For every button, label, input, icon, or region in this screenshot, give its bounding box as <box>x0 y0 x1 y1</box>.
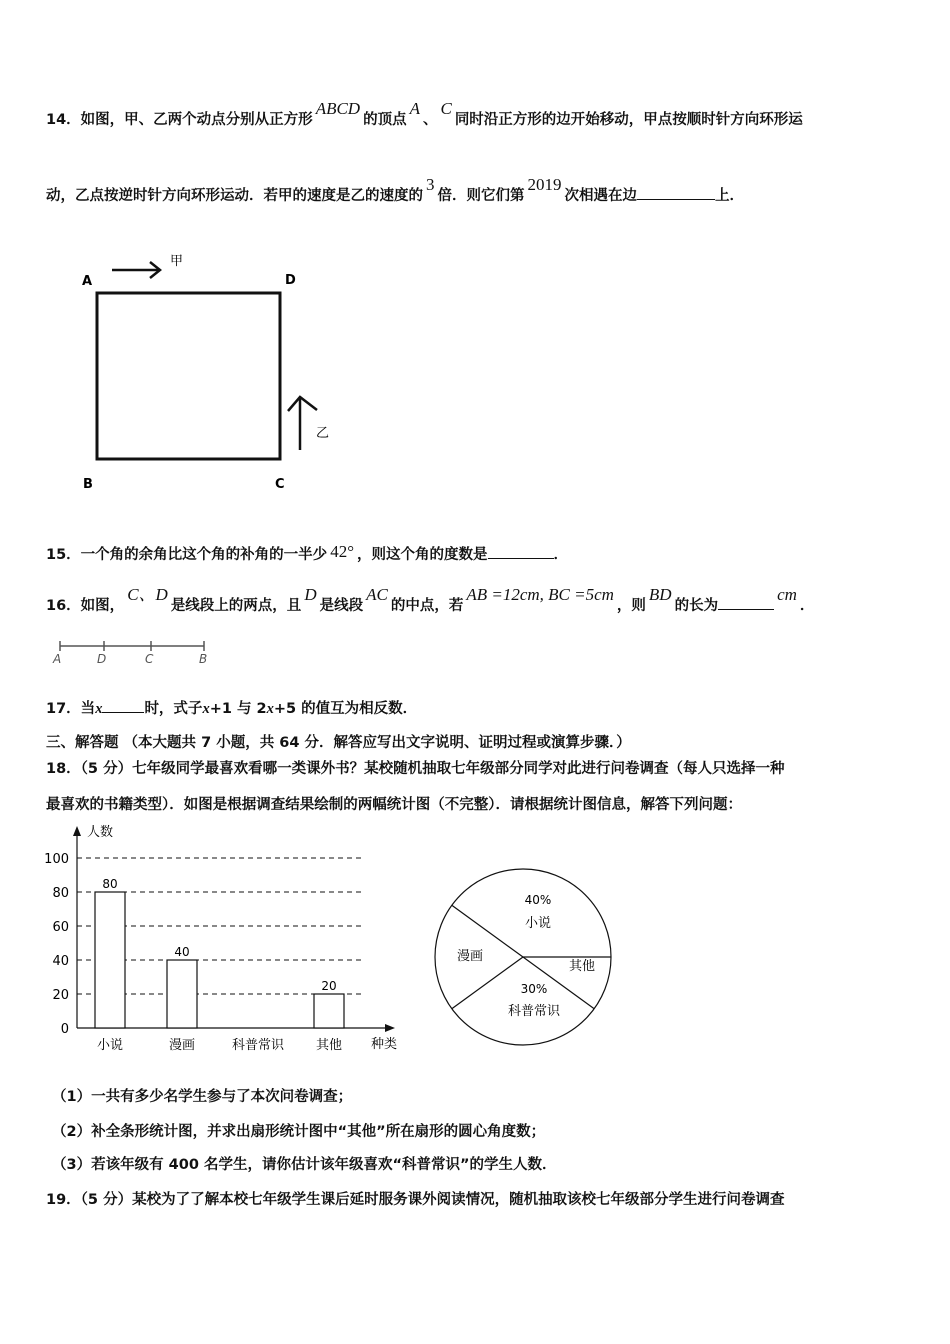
math-abcd: ABCD <box>315 99 361 118</box>
pie-label-0: 小说 <box>524 916 552 931</box>
y-tick-100: 100 <box>44 852 69 867</box>
point-a: A <box>53 652 62 666</box>
vertex-b: B <box>83 477 93 492</box>
y-axis-arrow <box>73 826 81 836</box>
section-3-heading: 三、解答题 （本大题共 7 小题，共 64 分．解答应写出文字说明、证明过程或演算步骤．） <box>46 735 631 751</box>
square-figure <box>70 245 350 495</box>
x-axis-arrow <box>385 1024 395 1032</box>
vertex-a: A <box>82 274 93 289</box>
x-tick-1: 漫画 <box>168 1038 196 1053</box>
y-tick-20: 20 <box>52 988 69 1003</box>
bar-label-1: 40 <box>174 945 190 959</box>
x-axis-label: 种类 <box>371 1037 398 1052</box>
pie-label-1: 漫画 <box>456 949 484 964</box>
bar-label-3: 20 <box>321 979 337 993</box>
answer-blank-15[interactable] <box>488 544 554 559</box>
bar-0 <box>95 892 125 1028</box>
pie-percent-3: 30% <box>520 982 548 996</box>
answer-blank-17[interactable] <box>102 698 144 713</box>
label-yi: 乙 <box>316 426 330 441</box>
q16-line: 16．如图，C、D是线段上的两点，且D是线段AC的中点，若AB =12cm, BC =5cm，则BD的长为cm． <box>46 585 815 614</box>
q14-line2: 动，乙点按逆时针方向环形运动．若甲的速度是乙的速度的3倍．则它们第2019次相遇在边 上． <box>46 175 744 204</box>
answer-blank-14[interactable] <box>637 185 715 200</box>
x-tick-0: 小说 <box>96 1038 124 1053</box>
x-tick-3: 其他 <box>315 1038 343 1053</box>
q18-sub3: （3）若该年级有 400 名学生，请你估计该年级喜欢“科普常识”的学生人数． <box>52 1157 557 1173</box>
vertex-d: D <box>285 273 296 288</box>
y-tick-40: 40 <box>52 954 69 969</box>
pie-label-2: 其他 <box>568 959 596 974</box>
answer-blank-16[interactable] <box>718 595 774 610</box>
y-tick-80: 80 <box>52 886 69 901</box>
bar-label-0: 80 <box>102 877 118 891</box>
q15-line: 15．一个角的余角比这个角的补角的一半少 42° ，则这个角的度数是 ． <box>46 542 568 563</box>
bar-chart <box>40 822 410 1062</box>
q19-line1: 19．（5 分）某校为了了解本校七年级学生课后延时服务课外阅读情况，随机抽取该校七年级部分学生进行问卷调查 <box>46 1192 785 1208</box>
vertex-c: C <box>275 477 285 492</box>
point-d: D <box>97 652 107 666</box>
y-tick-60: 60 <box>52 920 69 935</box>
q18-sub2: （2）补全条形统计图，并求出扇形统计图中“其他”所在扇形的圆心角度数； <box>52 1124 546 1140</box>
segment-figure <box>48 638 228 668</box>
y-tick-0: 0 <box>60 1022 69 1037</box>
y-axis-label: 人数 <box>87 825 114 840</box>
x-tick-2: 科普常识 <box>231 1038 285 1053</box>
pie-chart <box>430 862 625 1052</box>
pie-label-3: 科普常识 <box>507 1004 561 1019</box>
pie-percent-0: 40% <box>524 893 552 907</box>
q18-line2: 最喜欢的书籍类型）．如图是根据调查结果绘制的两幅统计图（不完整）．请根据统计图信息，解答下列问题： <box>46 797 742 813</box>
label-jia: 甲 <box>170 254 184 269</box>
bar-1 <box>167 960 197 1028</box>
q18-sub1: （1）一共有多少名学生参与了本次问卷调查； <box>52 1089 353 1105</box>
q14-line1: 14．如图，甲、乙两个动点分别从正方形ABCD的顶点A、C同时沿正方形的边开始移动，甲点按顺时针方向环形运 <box>46 99 803 128</box>
bar-3 <box>314 994 344 1028</box>
q17-line: 17．当x 时，式子x+1 与 2x+5 的值互为相反数． <box>46 697 417 718</box>
point-b: B <box>199 652 208 666</box>
point-c: C <box>145 652 154 666</box>
q18-line1: 18．（5 分）七年级同学最喜欢看哪一类课外书？某校随机抽取七年级部分同学对此进行问卷调查（每人只选择一种 <box>46 761 785 777</box>
